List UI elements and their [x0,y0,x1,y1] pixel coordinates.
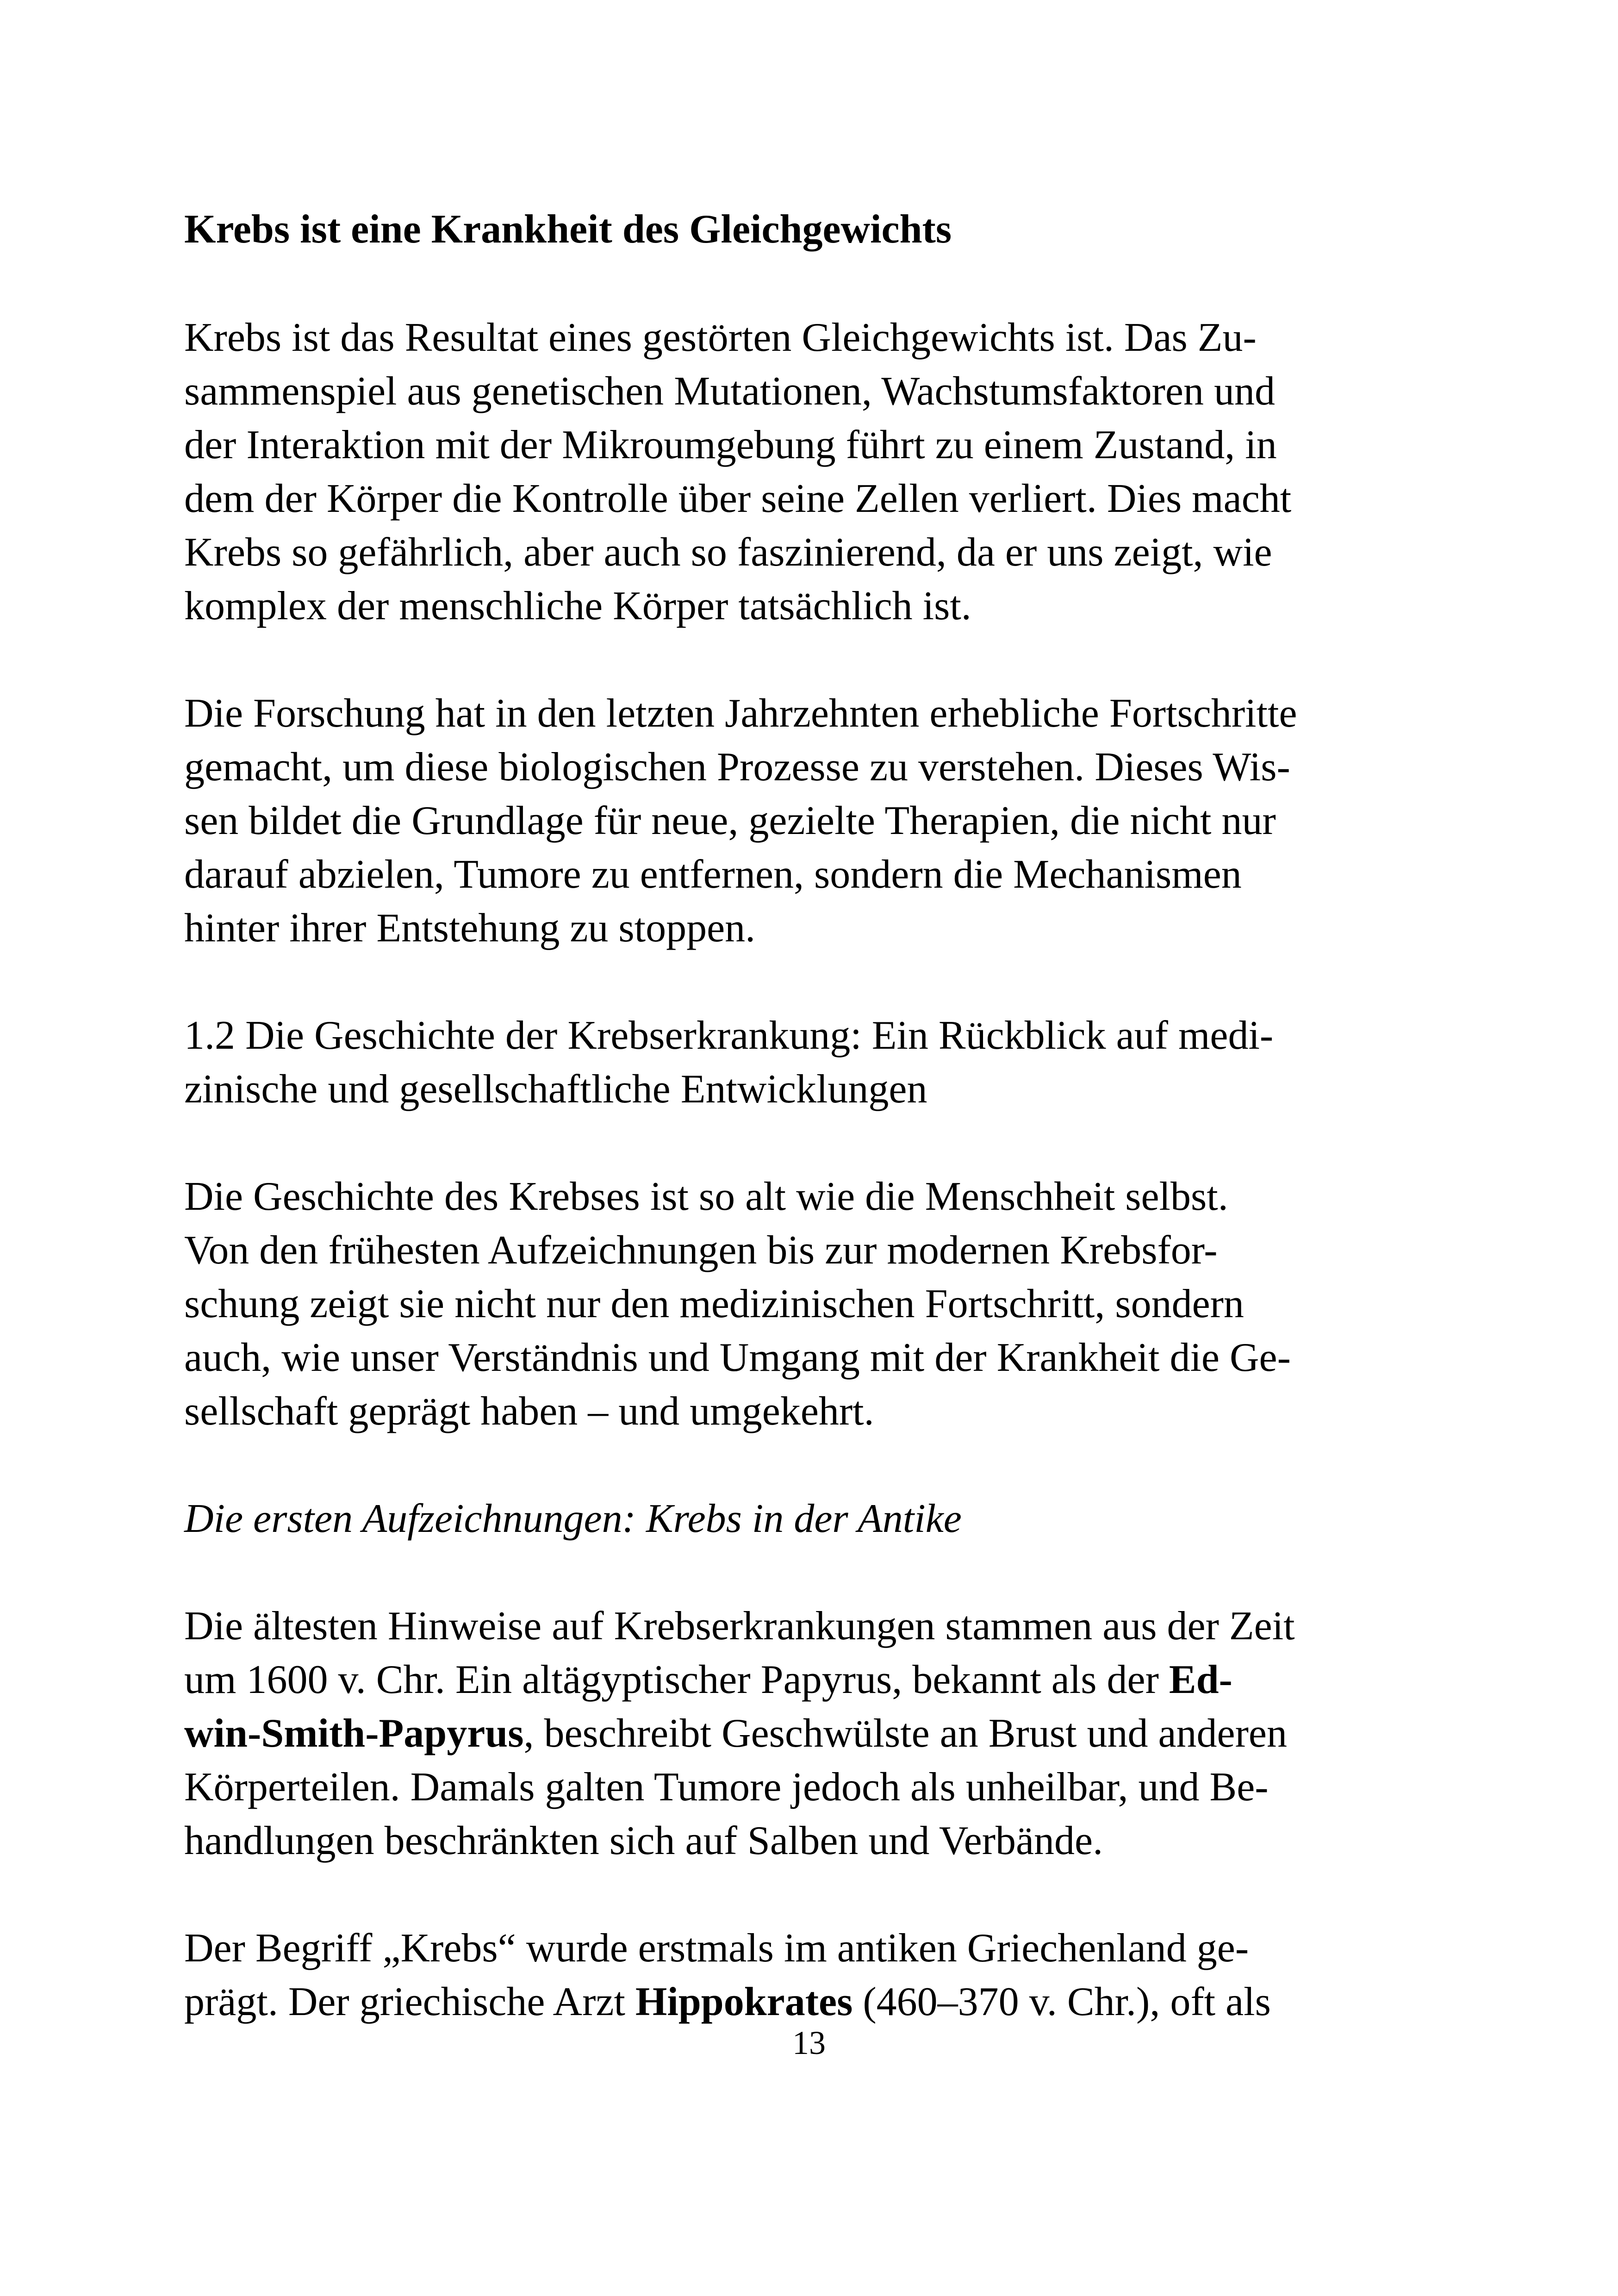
bold-term: Ed- [1169,1657,1232,1702]
italic-subheading: Die ersten Aufzeichnungen: Krebs in der Antike [184,1496,962,1541]
text-line: der Interaktion mit der Mikroumgebung führt zu einem Zustand, in [184,423,1277,467]
text-line: komplex der menschliche Körper tatsächlich ist. [184,584,971,628]
text-line: Der Begriff „Krebs“ wurde erstmals im antiken Griechenland ge- [184,1926,1249,1971]
bold-term: Hippokrates [635,1979,853,2024]
section-heading: Krebs ist eine Krankheit des Gleichgewichts [184,207,952,252]
text-span: , beschreibt Geschwülste an Brust und anderen [523,1711,1287,1756]
text-line: Die Forschung hat in den letzten Jahrzehnten erhebliche Fortschritte [184,691,1297,736]
chapter-heading-line: zinische und gesellschaftliche Entwicklungen [184,1067,927,1112]
bold-term: win-Smith-Papyrus [184,1711,524,1756]
text-line: darauf abzielen, Tumore zu entfernen, sondern die Mechanismen [184,852,1242,897]
text-line: sen bildet die Grundlage für neue, gezielte Therapien, die nicht nur [184,798,1276,843]
text-line [184,1657,1232,1702]
text-line: auch, wie unser Verständnis und Umgang mit der Krankheit die Ge- [184,1335,1291,1380]
text-line [184,1713,1287,1754]
text-line [184,1979,1271,2024]
text-span: prägt. Der griechische Arzt [184,1979,635,2024]
text-line: Krebs so gefährlich, aber auch so faszinierend, da er uns zeigt, wie [184,530,1272,575]
text-line: handlungen beschränkten sich auf Salben und Verbände. [184,1818,1103,1863]
text-line: Körperteilen. Damals galten Tumore jedoch als unheilbar, und Be- [184,1765,1269,1810]
text-line: Von den frühesten Aufzeichnungen bis zur modernen Krebsfor- [184,1228,1218,1273]
text-line: hinter ihrer Entstehung zu stoppen. [184,906,756,951]
text-span: (460–370 v. Chr.), oft als [853,1979,1271,2024]
text-line: dem der Körper die Kontrolle über seine Zellen verliert. Dies macht [184,476,1292,521]
chapter-heading-line: 1.2 Die Geschichte der Krebserkrankung: Ein Rückblick auf medi- [184,1013,1274,1058]
text-line: schung zeigt sie nicht nur den medizinischen Fortschritt, sondern [184,1282,1244,1326]
text-span: um 1600 v. Chr. Ein altägyptischer Papyrus, bekannt als der [184,1657,1169,1702]
text-line: Krebs ist das Resultat eines gestörten Gleichgewichts ist. Das Zu- [184,315,1257,360]
text-line: gemacht, um diese biologischen Prozesse zu verstehen. Dieses Wis- [184,745,1290,790]
text-line: Die Geschichte des Krebses ist so alt wie die Menschheit selbst. [184,1174,1228,1219]
text-line: sammenspiel aus genetischen Mutationen, Wachstumsfaktoren und [184,369,1275,414]
text-line: Die ältesten Hinweise auf Krebserkrankungen stammen aus der Zeit [184,1604,1295,1649]
page-number: 13 [792,2024,826,2061]
text-line: sellschaft geprägt haben – und umgekehrt. [184,1389,874,1434]
